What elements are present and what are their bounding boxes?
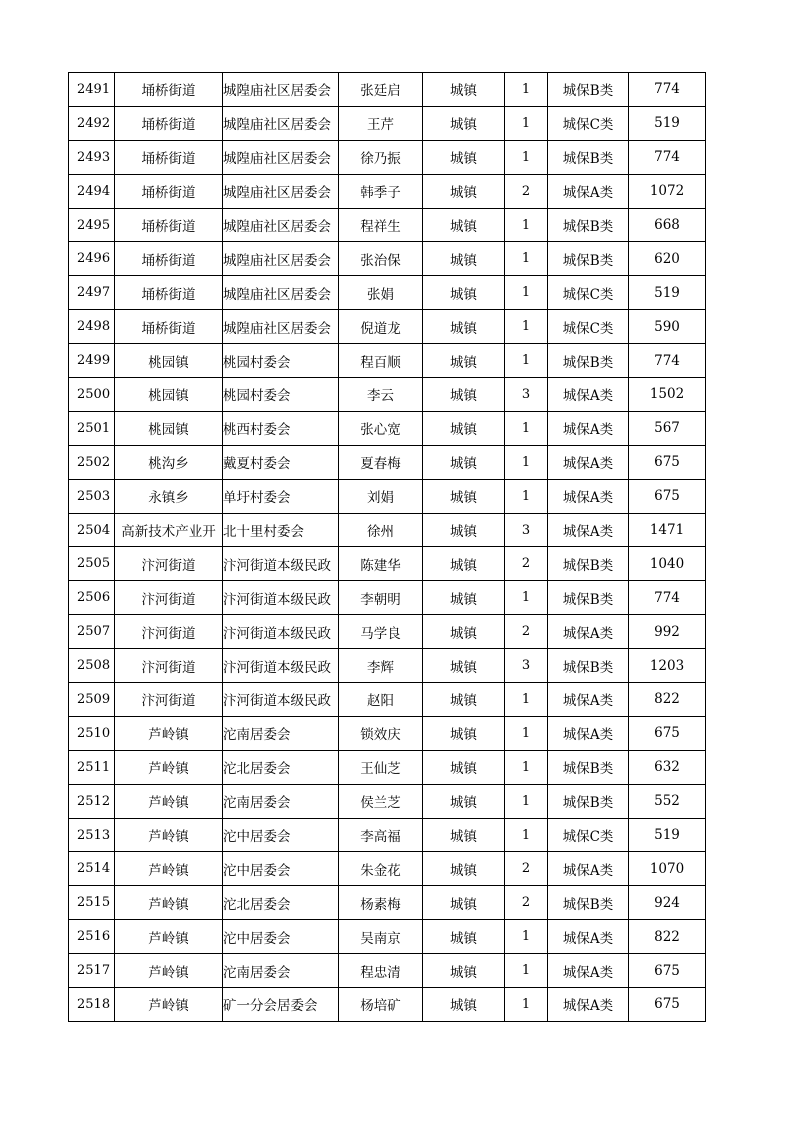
street-town-cell: 高新技术产业开 xyxy=(115,513,223,547)
household-type-cell: 城镇 xyxy=(423,276,505,310)
name-cell: 张治保 xyxy=(339,242,423,276)
category-cell: 城保B类 xyxy=(548,784,629,818)
category-cell: 城保A类 xyxy=(548,411,629,445)
row-number-cell: 2506 xyxy=(69,581,115,615)
row-number-cell: 2497 xyxy=(69,276,115,310)
name-cell: 王芹 xyxy=(339,106,423,140)
name-cell: 张娟 xyxy=(339,276,423,310)
village-committee-cell: 沱南居委会 xyxy=(223,716,339,750)
amount-cell: 590 xyxy=(629,310,706,344)
street-town-cell: 桃园镇 xyxy=(115,411,223,445)
village-committee-cell: 北十里村委会 xyxy=(223,513,339,547)
table-row xyxy=(69,73,706,107)
amount-cell: 519 xyxy=(629,818,706,852)
row-number-cell: 2518 xyxy=(69,988,115,1022)
village-committee-cell: 城隍庙社区居委会 xyxy=(223,276,339,310)
row-number-cell: 2513 xyxy=(69,818,115,852)
street-town-cell: 埇桥街道 xyxy=(115,140,223,174)
table-row xyxy=(69,344,706,378)
household-type-cell: 城镇 xyxy=(423,547,505,581)
street-town-cell: 芦岭镇 xyxy=(115,818,223,852)
village-committee-cell: 汴河街道本级民政 xyxy=(223,547,339,581)
household-type-cell: 城镇 xyxy=(423,513,505,547)
amount-cell: 675 xyxy=(629,954,706,988)
row-number-cell: 2491 xyxy=(69,73,115,107)
village-committee-cell: 沱南居委会 xyxy=(223,954,339,988)
household-type-cell: 城镇 xyxy=(423,852,505,886)
household-type-cell: 城镇 xyxy=(423,73,505,107)
street-town-cell: 芦岭镇 xyxy=(115,954,223,988)
table-row xyxy=(69,750,706,784)
name-cell: 徐州 xyxy=(339,513,423,547)
member-count-cell: 2 xyxy=(505,615,548,649)
household-type-cell: 城镇 xyxy=(423,479,505,513)
name-cell: 李高福 xyxy=(339,818,423,852)
name-cell: 吴南京 xyxy=(339,920,423,954)
member-count-cell: 1 xyxy=(505,310,548,344)
category-cell: 城保B类 xyxy=(548,649,629,683)
member-count-cell: 2 xyxy=(505,886,548,920)
amount-cell: 822 xyxy=(629,683,706,717)
member-count-cell: 2 xyxy=(505,852,548,886)
village-committee-cell: 城隍庙社区居委会 xyxy=(223,242,339,276)
category-cell: 城保B类 xyxy=(548,547,629,581)
member-count-cell: 1 xyxy=(505,208,548,242)
household-type-cell: 城镇 xyxy=(423,344,505,378)
household-type-cell: 城镇 xyxy=(423,920,505,954)
category-cell: 城保B类 xyxy=(548,344,629,378)
category-cell: 城保B类 xyxy=(548,73,629,107)
member-count-cell: 1 xyxy=(505,479,548,513)
row-number-cell: 2505 xyxy=(69,547,115,581)
street-town-cell: 芦岭镇 xyxy=(115,886,223,920)
amount-cell: 567 xyxy=(629,411,706,445)
category-cell: 城保A类 xyxy=(548,954,629,988)
village-committee-cell: 矿一分会居委会 xyxy=(223,988,339,1022)
name-cell: 陈建华 xyxy=(339,547,423,581)
village-committee-cell: 汴河街道本级民政 xyxy=(223,615,339,649)
table-row xyxy=(69,649,706,683)
row-number-cell: 2496 xyxy=(69,242,115,276)
member-count-cell: 1 xyxy=(505,106,548,140)
household-type-cell: 城镇 xyxy=(423,683,505,717)
row-number-cell: 2507 xyxy=(69,615,115,649)
category-cell: 城保A类 xyxy=(548,445,629,479)
table-row xyxy=(69,581,706,615)
row-number-cell: 2502 xyxy=(69,445,115,479)
category-cell: 城保A类 xyxy=(548,174,629,208)
street-town-cell: 埇桥街道 xyxy=(115,276,223,310)
row-number-cell: 2517 xyxy=(69,954,115,988)
member-count-cell: 2 xyxy=(505,174,548,208)
member-count-cell: 1 xyxy=(505,683,548,717)
amount-cell: 774 xyxy=(629,344,706,378)
member-count-cell: 3 xyxy=(505,513,548,547)
table-row xyxy=(69,378,706,412)
name-cell: 李云 xyxy=(339,378,423,412)
amount-cell: 632 xyxy=(629,750,706,784)
name-cell: 朱金花 xyxy=(339,852,423,886)
street-town-cell: 汴河街道 xyxy=(115,581,223,615)
row-number-cell: 2503 xyxy=(69,479,115,513)
amount-cell: 1502 xyxy=(629,378,706,412)
village-committee-cell: 单圩村委会 xyxy=(223,479,339,513)
street-town-cell: 埇桥街道 xyxy=(115,73,223,107)
household-type-cell: 城镇 xyxy=(423,208,505,242)
member-count-cell: 1 xyxy=(505,445,548,479)
name-cell: 韩季子 xyxy=(339,174,423,208)
category-cell: 城保B类 xyxy=(548,140,629,174)
table-row xyxy=(69,140,706,174)
row-number-cell: 2504 xyxy=(69,513,115,547)
member-count-cell: 1 xyxy=(505,716,548,750)
table-row xyxy=(69,242,706,276)
amount-cell: 620 xyxy=(629,242,706,276)
village-committee-cell: 沱北居委会 xyxy=(223,886,339,920)
row-number-cell: 2501 xyxy=(69,411,115,445)
name-cell: 锁效庆 xyxy=(339,716,423,750)
category-cell: 城保B类 xyxy=(548,581,629,615)
amount-cell: 519 xyxy=(629,276,706,310)
amount-cell: 774 xyxy=(629,140,706,174)
table-row xyxy=(69,174,706,208)
household-type-cell: 城镇 xyxy=(423,818,505,852)
amount-cell: 1040 xyxy=(629,547,706,581)
member-count-cell: 1 xyxy=(505,920,548,954)
table-row xyxy=(69,683,706,717)
amount-cell: 992 xyxy=(629,615,706,649)
name-cell: 李朝明 xyxy=(339,581,423,615)
street-town-cell: 桃园镇 xyxy=(115,344,223,378)
street-town-cell: 埇桥街道 xyxy=(115,174,223,208)
row-number-cell: 2499 xyxy=(69,344,115,378)
row-number-cell: 2515 xyxy=(69,886,115,920)
village-committee-cell: 城隍庙社区居委会 xyxy=(223,174,339,208)
household-type-cell: 城镇 xyxy=(423,954,505,988)
street-town-cell: 芦岭镇 xyxy=(115,920,223,954)
amount-cell: 1471 xyxy=(629,513,706,547)
amount-cell: 774 xyxy=(629,581,706,615)
table-row xyxy=(69,615,706,649)
table-row xyxy=(69,886,706,920)
household-type-cell: 城镇 xyxy=(423,886,505,920)
category-cell: 城保B类 xyxy=(548,750,629,784)
name-cell: 张心宽 xyxy=(339,411,423,445)
village-committee-cell: 沱中居委会 xyxy=(223,852,339,886)
member-count-cell: 3 xyxy=(505,378,548,412)
amount-cell: 774 xyxy=(629,73,706,107)
household-type-cell: 城镇 xyxy=(423,242,505,276)
amount-cell: 1070 xyxy=(629,852,706,886)
name-cell: 程忠清 xyxy=(339,954,423,988)
village-committee-cell: 沱北居委会 xyxy=(223,750,339,784)
member-count-cell: 2 xyxy=(505,547,548,581)
row-number-cell: 2508 xyxy=(69,649,115,683)
name-cell: 程百顺 xyxy=(339,344,423,378)
table-row xyxy=(69,479,706,513)
household-type-cell: 城镇 xyxy=(423,140,505,174)
amount-cell: 675 xyxy=(629,445,706,479)
street-town-cell: 汴河街道 xyxy=(115,649,223,683)
amount-cell: 668 xyxy=(629,208,706,242)
amount-cell: 675 xyxy=(629,716,706,750)
table-row xyxy=(69,852,706,886)
village-committee-cell: 城隍庙社区居委会 xyxy=(223,310,339,344)
row-number-cell: 2492 xyxy=(69,106,115,140)
name-cell: 杨培矿 xyxy=(339,988,423,1022)
category-cell: 城保A类 xyxy=(548,513,629,547)
household-type-cell: 城镇 xyxy=(423,649,505,683)
street-town-cell: 埇桥街道 xyxy=(115,106,223,140)
village-committee-cell: 沱中居委会 xyxy=(223,818,339,852)
row-number-cell: 2498 xyxy=(69,310,115,344)
street-town-cell: 芦岭镇 xyxy=(115,852,223,886)
village-committee-cell: 汴河街道本级民政 xyxy=(223,649,339,683)
name-cell: 刘娟 xyxy=(339,479,423,513)
household-type-cell: 城镇 xyxy=(423,988,505,1022)
household-type-cell: 城镇 xyxy=(423,750,505,784)
category-cell: 城保A类 xyxy=(548,852,629,886)
name-cell: 夏春梅 xyxy=(339,445,423,479)
household-type-cell: 城镇 xyxy=(423,106,505,140)
category-cell: 城保C类 xyxy=(548,818,629,852)
village-committee-cell: 城隍庙社区居委会 xyxy=(223,73,339,107)
amount-cell: 675 xyxy=(629,479,706,513)
amount-cell: 822 xyxy=(629,920,706,954)
member-count-cell: 1 xyxy=(505,818,548,852)
household-type-cell: 城镇 xyxy=(423,174,505,208)
name-cell: 侯兰芝 xyxy=(339,784,423,818)
street-town-cell: 永镇乡 xyxy=(115,479,223,513)
row-number-cell: 2495 xyxy=(69,208,115,242)
name-cell: 马学良 xyxy=(339,615,423,649)
member-count-cell: 1 xyxy=(505,784,548,818)
category-cell: 城保C类 xyxy=(548,106,629,140)
table-row xyxy=(69,954,706,988)
relief-recipients-table xyxy=(68,72,706,1022)
member-count-cell: 1 xyxy=(505,73,548,107)
name-cell: 徐乃振 xyxy=(339,140,423,174)
village-committee-cell: 桃西村委会 xyxy=(223,411,339,445)
category-cell: 城保A类 xyxy=(548,988,629,1022)
village-committee-cell: 桃园村委会 xyxy=(223,378,339,412)
table-row xyxy=(69,920,706,954)
table-row xyxy=(69,106,706,140)
village-committee-cell: 城隍庙社区居委会 xyxy=(223,140,339,174)
table-row xyxy=(69,513,706,547)
village-committee-cell: 桃园村委会 xyxy=(223,344,339,378)
amount-cell: 519 xyxy=(629,106,706,140)
row-number-cell: 2500 xyxy=(69,378,115,412)
street-town-cell: 芦岭镇 xyxy=(115,988,223,1022)
member-count-cell: 1 xyxy=(505,242,548,276)
name-cell: 王仙芝 xyxy=(339,750,423,784)
category-cell: 城保A类 xyxy=(548,378,629,412)
street-town-cell: 桃园镇 xyxy=(115,378,223,412)
member-count-cell: 1 xyxy=(505,344,548,378)
street-town-cell: 桃沟乡 xyxy=(115,445,223,479)
row-number-cell: 2493 xyxy=(69,140,115,174)
category-cell: 城保C类 xyxy=(548,276,629,310)
amount-cell: 675 xyxy=(629,988,706,1022)
village-committee-cell: 沱南居委会 xyxy=(223,784,339,818)
name-cell: 李辉 xyxy=(339,649,423,683)
table-body xyxy=(69,73,706,1022)
amount-cell: 552 xyxy=(629,784,706,818)
village-committee-cell: 沱中居委会 xyxy=(223,920,339,954)
table-row xyxy=(69,208,706,242)
table-row xyxy=(69,818,706,852)
village-committee-cell: 汴河街道本级民政 xyxy=(223,683,339,717)
street-town-cell: 芦岭镇 xyxy=(115,784,223,818)
row-number-cell: 2516 xyxy=(69,920,115,954)
member-count-cell: 1 xyxy=(505,750,548,784)
street-town-cell: 埇桥街道 xyxy=(115,208,223,242)
street-town-cell: 埇桥街道 xyxy=(115,310,223,344)
street-town-cell: 汴河街道 xyxy=(115,683,223,717)
row-number-cell: 2509 xyxy=(69,683,115,717)
category-cell: 城保C类 xyxy=(548,310,629,344)
amount-cell: 1072 xyxy=(629,174,706,208)
household-type-cell: 城镇 xyxy=(423,615,505,649)
category-cell: 城保A类 xyxy=(548,479,629,513)
member-count-cell: 1 xyxy=(505,411,548,445)
category-cell: 城保A类 xyxy=(548,683,629,717)
category-cell: 城保B类 xyxy=(548,886,629,920)
street-town-cell: 芦岭镇 xyxy=(115,750,223,784)
table-row xyxy=(69,784,706,818)
table-row xyxy=(69,310,706,344)
table-row xyxy=(69,445,706,479)
table-row xyxy=(69,547,706,581)
table-row xyxy=(69,276,706,310)
street-town-cell: 埇桥街道 xyxy=(115,242,223,276)
street-town-cell: 汴河街道 xyxy=(115,615,223,649)
row-number-cell: 2510 xyxy=(69,716,115,750)
member-count-cell: 1 xyxy=(505,140,548,174)
table-row xyxy=(69,411,706,445)
row-number-cell: 2511 xyxy=(69,750,115,784)
household-type-cell: 城镇 xyxy=(423,784,505,818)
member-count-cell: 1 xyxy=(505,581,548,615)
village-committee-cell: 城隍庙社区居委会 xyxy=(223,106,339,140)
row-number-cell: 2514 xyxy=(69,852,115,886)
household-type-cell: 城镇 xyxy=(423,310,505,344)
name-cell: 杨素梅 xyxy=(339,886,423,920)
name-cell: 赵阳 xyxy=(339,683,423,717)
village-committee-cell: 汴河街道本级民政 xyxy=(223,581,339,615)
row-number-cell: 2494 xyxy=(69,174,115,208)
household-type-cell: 城镇 xyxy=(423,378,505,412)
village-committee-cell: 城隍庙社区居委会 xyxy=(223,208,339,242)
category-cell: 城保B类 xyxy=(548,208,629,242)
street-town-cell: 汴河街道 xyxy=(115,547,223,581)
category-cell: 城保A类 xyxy=(548,615,629,649)
village-committee-cell: 戴夏村委会 xyxy=(223,445,339,479)
name-cell: 张廷启 xyxy=(339,73,423,107)
member-count-cell: 3 xyxy=(505,649,548,683)
household-type-cell: 城镇 xyxy=(423,716,505,750)
category-cell: 城保A类 xyxy=(548,920,629,954)
amount-cell: 1203 xyxy=(629,649,706,683)
street-town-cell: 芦岭镇 xyxy=(115,716,223,750)
household-type-cell: 城镇 xyxy=(423,411,505,445)
row-number-cell: 2512 xyxy=(69,784,115,818)
member-count-cell: 1 xyxy=(505,276,548,310)
name-cell: 程祥生 xyxy=(339,208,423,242)
member-count-cell: 1 xyxy=(505,954,548,988)
household-type-cell: 城镇 xyxy=(423,445,505,479)
table-row xyxy=(69,716,706,750)
household-type-cell: 城镇 xyxy=(423,581,505,615)
category-cell: 城保B类 xyxy=(548,242,629,276)
name-cell: 倪道龙 xyxy=(339,310,423,344)
member-count-cell: 1 xyxy=(505,988,548,1022)
category-cell: 城保A类 xyxy=(548,716,629,750)
amount-cell: 924 xyxy=(629,886,706,920)
table-row xyxy=(69,988,706,1022)
